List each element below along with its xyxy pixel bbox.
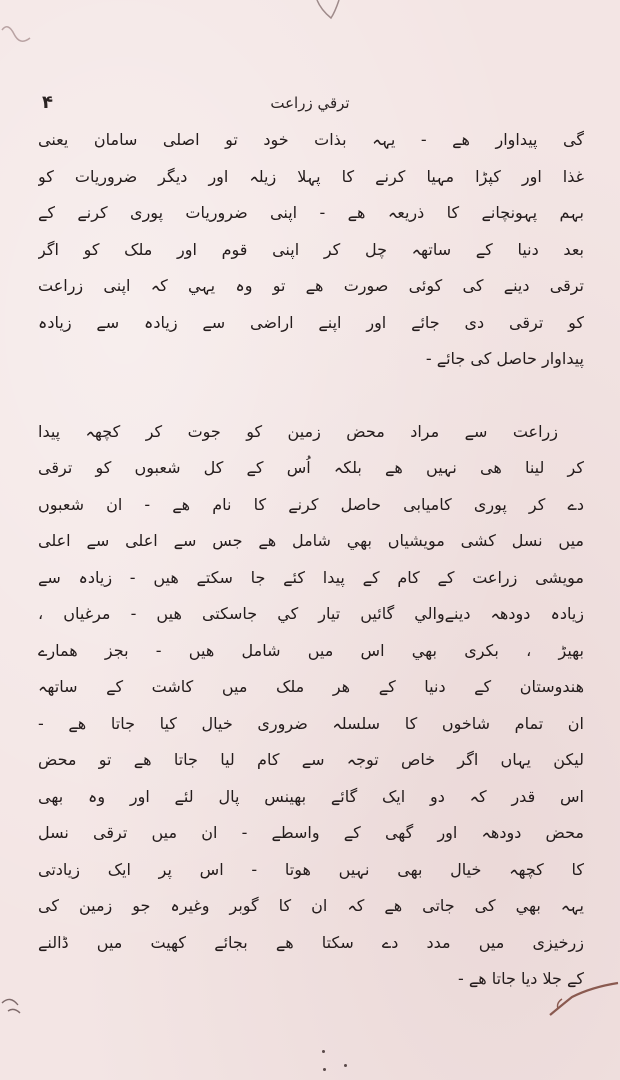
text-line: کے جلا دیا جاتا ھے -	[458, 969, 584, 988]
text-line: بعد دنیا کے ساتھہ چل کر اپنی قوم اور ملک کو اگر	[38, 239, 584, 259]
text-line: گی پیداوار ھے - یہہ بذات خود تو اصلی سامان یعنی	[38, 130, 584, 149]
text-line: میں نسل کشی مویشیاں بھي شامل ھے جس سے اعلی سے اعلی	[38, 531, 584, 550]
paragraph-2	[38, 414, 584, 998]
running-title: ترقي زراعت	[270, 94, 350, 112]
page-number: ۴	[42, 92, 53, 113]
text-line: لیکن یہاں اگر خاص توجہ سے کام لیا جاتا ھے تو محض	[38, 750, 584, 769]
text-line: محض دودھہ اور گھی کے واسطے - ان میں ترقی نسل	[38, 823, 584, 842]
text-line: زراعت سے مراد محض زمین کو جوت کر کچھہ پیدا	[38, 421, 558, 441]
text-line: کو ترقی دی جائے اور اپنے اراضی سے زیادہ سے زیادہ	[38, 312, 584, 332]
paper-speck	[322, 1050, 325, 1053]
text-line: غذا اور کپڑا مہیا کرنے کا پہلا زیلہ اور دیگر ضروریات کو	[38, 166, 584, 186]
paper-speck	[323, 1068, 326, 1071]
text-line: پیداوار حاصل کی جائے -	[425, 349, 584, 368]
text-line: مویشی زراعت کے کام کے پیدا کئے جا سکتے ھیں - زیادہ سے	[38, 567, 584, 587]
page-header	[40, 92, 580, 122]
paper-speck	[344, 1064, 347, 1067]
text-line: بہم پہونچانے کا ذریعہ ھے - اپنی ضروریات پوری کرنے کے	[38, 203, 584, 222]
text-line: بھیڑ ، بکری بھي اس میں شامل ھیں - بجز ھمارے	[38, 640, 584, 660]
text-line: یہہ بھي کی جاتی ھے کہ ان کا گوبر وغیرہ جو زمین کی	[38, 896, 584, 915]
text-line: کر لینا هی نہیں ھے بلکہ اُس کے کل شعبوں کو ترقی	[38, 458, 584, 477]
paper-stain-top-left	[0, 0, 90, 60]
text-line: کا کچھہ خیال بھی نہیں ھوتا - اس پر ایک زیادتی	[38, 859, 584, 879]
body-text	[38, 122, 584, 998]
text-line: ھندوستان کے دنیا کے ھر ملک میں کاشت کے ساتھہ	[38, 677, 584, 696]
text-line: ان تمام شاخوں کا سلسلہ ضروری خیال کیا جاتا ھے -	[38, 713, 584, 733]
text-line: زیادہ دودھہ دینےوالي گائیں تیار کي جاسکتی ھیں - مرغیاں ،	[38, 604, 584, 623]
paragraph-1	[38, 122, 584, 378]
text-line: زرخیزی میں مدد دے سکتا ھے بجائے کھیت میں ڈالنے	[38, 932, 584, 952]
text-line: دے کر پوری کامیابی حاصل کرنے کا نام ھے - ان شعبوں	[38, 494, 584, 514]
text-line: اس قدر کہ دو ایک گائے بھینس پال لئے اور وہ بھی	[38, 786, 584, 806]
text-line: ترقی دینے کی کوئی صورت ھے تو وہ یہي کہ اپنی زراعت	[38, 276, 584, 295]
paper-tear-top	[305, 0, 345, 30]
